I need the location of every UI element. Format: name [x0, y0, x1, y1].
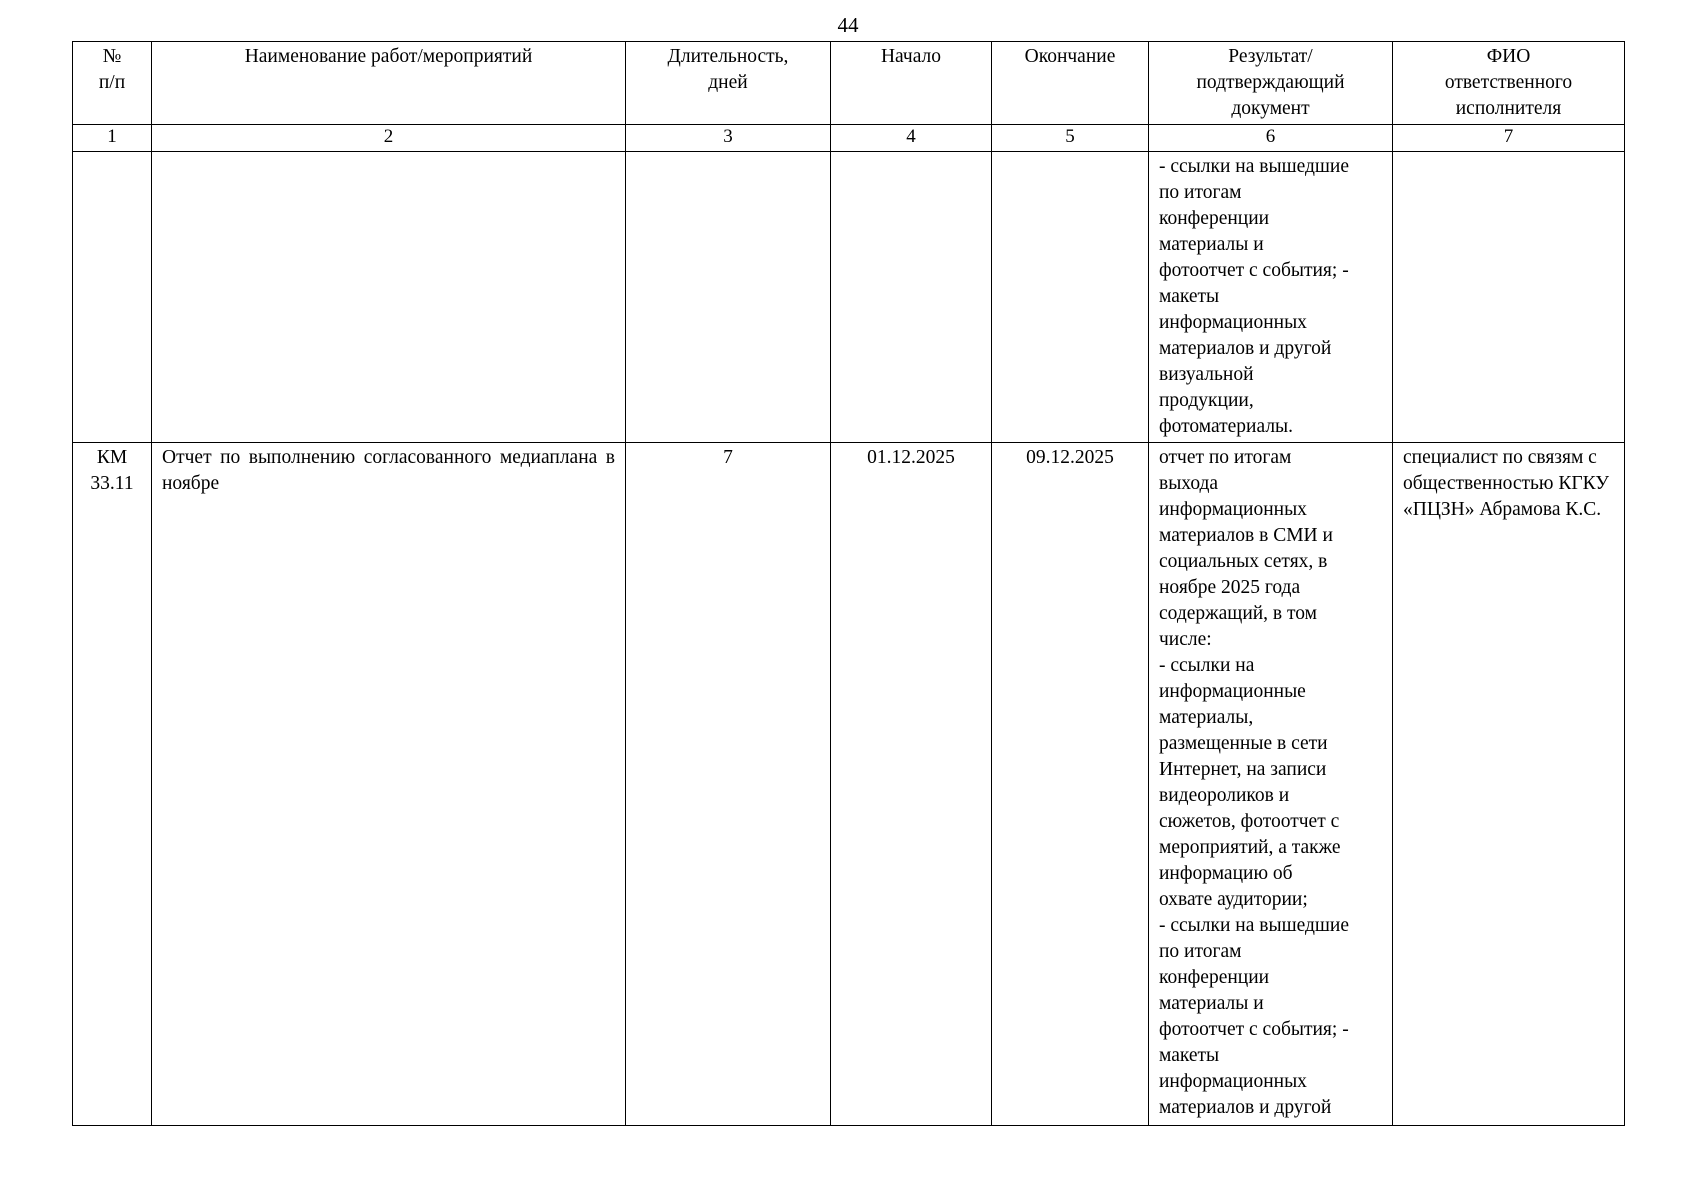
row-start-cell: 01.12.2025 [831, 443, 992, 1126]
table-row [73, 152, 1625, 443]
column-number: 5 [992, 125, 1149, 152]
row-name-cell [152, 152, 626, 443]
column-number: 3 [626, 125, 831, 152]
row-result-cell: - ссылки на вышедшие по итогам конференции материалы и фотоотчет с события; - макеты информационных материалов и другой визуальной продукции, фотоматериалы. [1149, 152, 1393, 443]
column-number: 2 [152, 125, 626, 152]
row-start-cell [831, 152, 992, 443]
header-duration: Длительность, дней [626, 42, 831, 125]
column-number: 7 [1393, 125, 1625, 152]
row-duration-cell [626, 152, 831, 443]
row-end-cell: 09.12.2025 [992, 443, 1149, 1126]
work-plan-table [72, 41, 1625, 1126]
header-result: Результат/ подтверждающий документ [1149, 42, 1393, 125]
column-number: 6 [1149, 125, 1393, 152]
row-responsible-cell [1393, 152, 1625, 443]
table-header-row [73, 42, 1625, 125]
header-start: Начало [831, 42, 992, 125]
header-end: Окончание [992, 42, 1149, 125]
column-number-row [73, 125, 1625, 152]
row-responsible-cell: специалист по связям с общественностью КГКУ «ПЦЗН» Абрамова К.С. [1393, 443, 1625, 1126]
row-end-cell [992, 152, 1149, 443]
row-number-cell: КМ 33.11 [73, 443, 152, 1126]
header-number: № п/п [73, 42, 152, 125]
column-number: 4 [831, 125, 992, 152]
row-number-cell [73, 152, 152, 443]
row-duration-cell: 7 [626, 443, 831, 1126]
header-work-name: Наименование работ/мероприятий [152, 42, 626, 125]
row-result-cell: отчет по итогам выхода информационных материалов в СМИ и социальных сетях, в ноябре 2025 года содержащий, в том числе: - ссылки на информационные материалы, размещенные в сети Интернет, на записи видеороликов и сюжетов, фотоотчет с мероприятий, а также информацию об охвате аудитории; - ссылки на вышедшие по итогам конференции материалы и фотоотчет с события; - макеты информационных материалов и другой [1149, 443, 1393, 1126]
column-number: 1 [73, 125, 152, 152]
page-number: 44 [837, 13, 859, 37]
row-name-cell: Отчет по выполнению согласованного медиаплана в ноябре [152, 443, 626, 1126]
header-responsible: ФИО ответственного исполнителя [1393, 42, 1625, 125]
table-row [73, 443, 1625, 1126]
